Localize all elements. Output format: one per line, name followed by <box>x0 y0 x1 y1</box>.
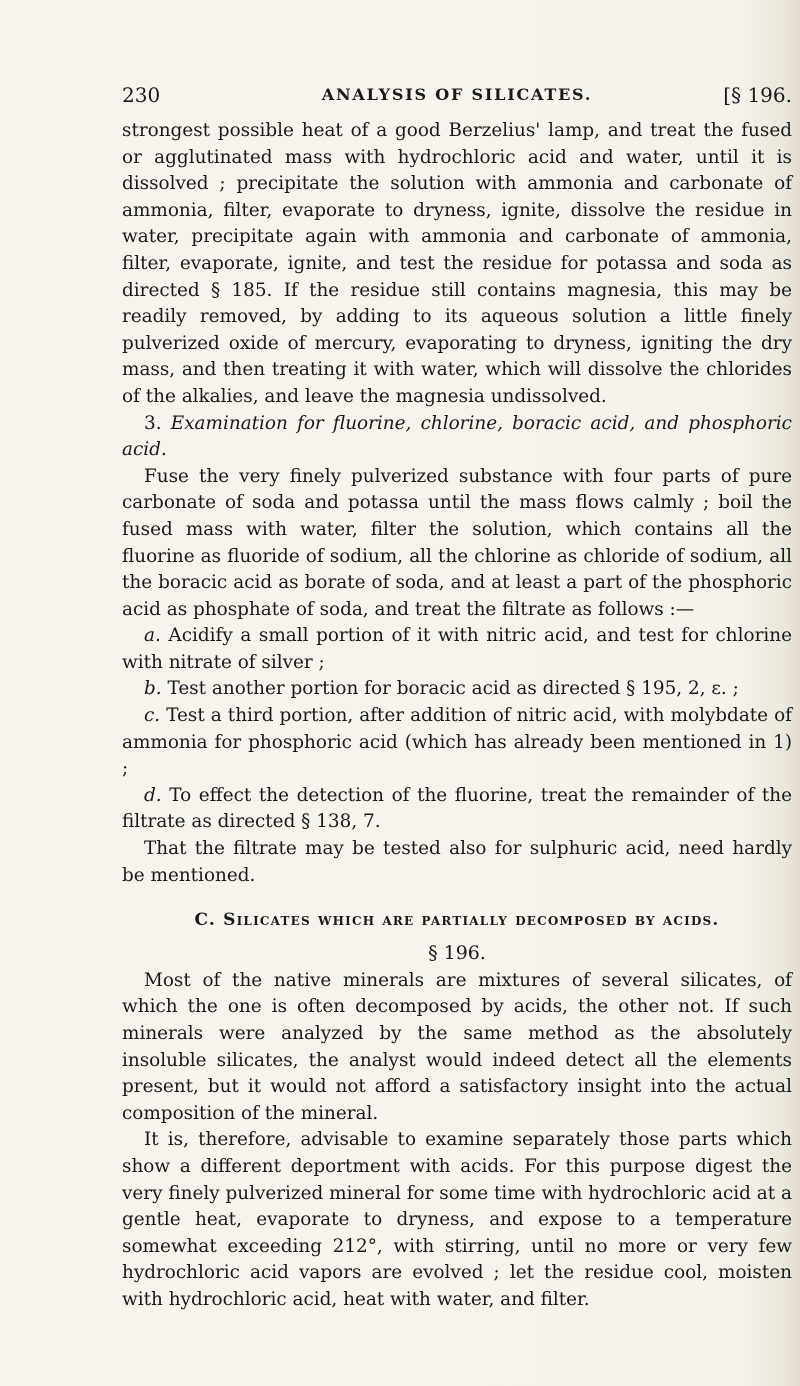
list-item-d <box>122 783 792 836</box>
running-title: ANALYSIS OF SILICATES. <box>321 85 593 104</box>
page-number: 230 <box>122 83 161 107</box>
paragraph-continued: strongest possible heat of a good Berzelius' lamp, and treat the fused or agglutinated mass with hydrochloric acid and water, until it is dissolved ; precipitate the solution with ammonia and carbonate of ammonia, filter, evaporate to dryness, ignite, dissolve the residue in water, precipitate again with ammonia and carbonate of ammonia, filter, evaporate, ignite, and test the residue for potassa and soda as directed § 185. If the residue still contains magnesia, this may be readily removed, by adding to its aqueous solution a little finely pulverized oxide of mercury, evaporating to dryness, igniting the dry mass, and then treating it with water, which will dissolve the chlorides of the alkalies, and leave the magnesia undissolved. <box>122 120 792 407</box>
subsection-title: Examination for fluorine, chlorine, boracic acid, and phosphoric acid. <box>122 412 792 461</box>
section-number: § 196. <box>428 941 486 964</box>
list-item-b-label: b. <box>144 678 162 700</box>
paragraph-fusion: Fuse the very finely pulverized substance with four parts of pure carbonate of soda and potassa until the mass flows calmly ; boil the fused mass with water, filter the solution, which contains all the fluorine as fluoride of sodium, all the chlorine as chloride of sodium, all the boracic acid as borate of soda, and at least a part of the phosphoric acid as phosphate of soda, and treat the filtrate as follows :— <box>122 465 792 620</box>
list-item-b-text: Test another portion for boracic acid as directed § 195, 2, ε. ; <box>167 678 739 700</box>
section-reference: [§ 196. <box>723 83 792 107</box>
paragraph-sulphuric: That the filtrate may be tested also for sulphuric acid, need hardly be mentioned. <box>122 838 792 886</box>
list-item-a <box>122 623 792 676</box>
list-item-c <box>122 703 792 783</box>
list-item-a-label: a. <box>144 625 161 647</box>
page-body <box>122 118 792 1314</box>
paragraph-procedure: It is, therefore, advisable to examine separately those parts which show a different deportment with acids. For this purpose digest the very finely pulverized mineral for some time with hydrochloric acid at a gentle heat, evaporate to dryness, and expose to a temperature somewhat exceeding 212°, with stirring, until no more or very few hydrochloric acid vapors are evolved ; let the residue cool, moisten with hydrochloric acid, heat with water, and filter. <box>122 1129 792 1310</box>
list-item-c-label: c. <box>144 705 161 727</box>
page-header <box>122 80 792 110</box>
list-item-b <box>122 676 792 703</box>
paragraph-native-minerals: Most of the native minerals are mixtures of several silicates, of which the one is often decomposed by acids, the other not. If such minerals were analyzed by the same method as the absolutely insoluble silicates, the analyst would indeed detect all the elements present, but it would not afford a satisfactory insight into the actual composition of the mineral. <box>122 969 792 1124</box>
list-item-d-label: d. <box>144 784 162 806</box>
section-heading-c: C. Silicates which are partially decomposed by acids. <box>194 910 720 931</box>
list-item-a-text: Acidify a small portion of it with nitric acid, and test for chlorine with nitrate of silver ; <box>122 625 792 673</box>
subsection-number: 3. <box>144 412 162 434</box>
list-item-c-text: Test a third portion, after addition of nitric acid, with molybdate of ammonia for phosphoric acid (which has already been mentioned in 1) ; <box>122 705 792 780</box>
subsection-3-heading <box>122 411 792 464</box>
list-item-d-text: To effect the detection of the fluorine, treat the remainder of the filtrate as directed § 138, 7. <box>122 784 792 833</box>
